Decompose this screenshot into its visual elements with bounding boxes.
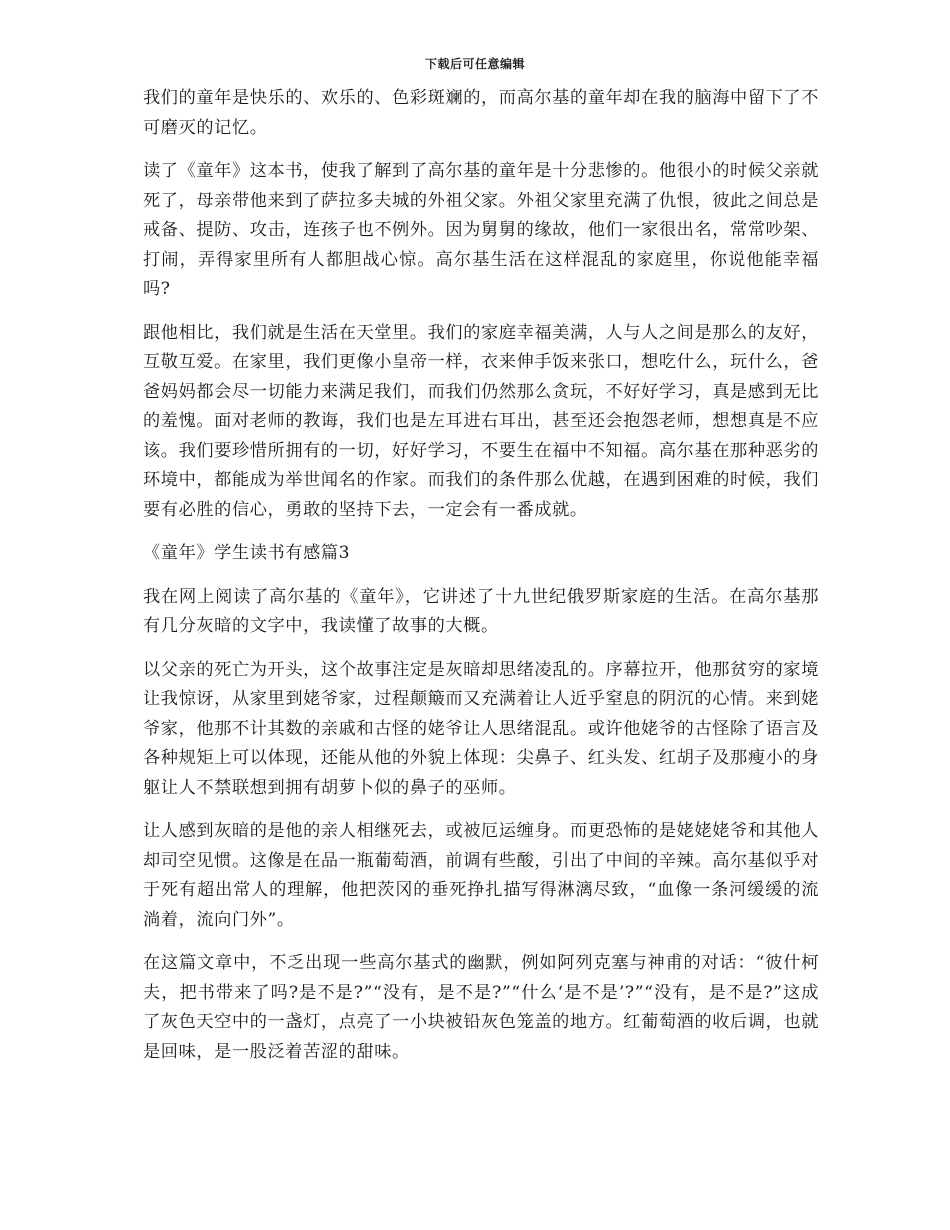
paragraph-humor: 在这篇文章中，不乏出现一些高尔基式的幽默，例如阿列克塞与神甫的对话：“彼什柯夫，把书带来了吗?是不是?”“没有，是不是?”“什么‘是不是’?”“没有，是不是?”这成了灰色天空中的一盏灯，点亮了一小块被铅灰色笼盖的地方。红葡萄酒的收后调，也就是回味，是一股泛着苦涩的甜味。 [143, 953, 819, 1062]
document-body [143, 84, 819, 1081]
paragraph-comparison: 跟他相比，我们就是生活在天堂里。我们的家庭幸福美满，人与人之间是那么的友好，互敬互爱。在家里，我们更像小皇帝一样，衣来伸手饭来张口，想吃什么，玩什么，爸爸妈妈都会尽一切能力来满足我们，而我们仍然那么贪玩，不好好学习，真是感到无比的羞愧。面对老师的教诲，我们也是左耳进右耳出，甚至还会抱怨老师，想想真是不应该。我们要珍惜所拥有的一切，好好学习，不要生在福中不知福。高尔基在那种恶劣的环境中，都能成为举世闻名的作家。而我们的条件那么优越，在遇到困难的时候，我们要有必胜的信心，勇敢的坚持下去，一定会有一番成就。 [143, 322, 819, 520]
paragraph-father-death: 以父亲的死亡为开头，这个故事注定是灰暗却思绪凌乱的。序幕拉开，他那贫穷的家境让我惊讶，从家里到姥爷家，过程颠簸而又充满着让人近乎窒息的阴沉的心情。来到姥爷家，他那不计其数的亲戚和古怪的姥爷让人思绪混乱。或许他姥爷的古怪除了语言及各种规矩上可以体现，还能从他的外貌上体现：尖鼻子、红头发、红胡子及那瘦小的身躯让人不禁联想到拥有胡萝卜似的鼻子的巫师。 [143, 659, 819, 798]
paragraph-gloom: 让人感到灰暗的是他的亲人相继死去，或被厄运缠身。而更恐怖的是姥姥姥爷和其他人却司空见惯。这像是在品一瓶葡萄酒，前调有些酸，引出了中间的辛辣。高尔基似乎对于死有超出常人的理解，他把茨冈的垂死挣扎描写得淋漓尽致，“血像一条河缓缓的流淌着，流向门外”。 [143, 821, 819, 930]
paragraph-childhood-summary: 读了《童年》这本书，使我了解到了高尔基的童年是十分悲惨的。他很小的时候父亲就死了，母亲带他来到了萨拉多夫城的外祖父家。外祖父家里充满了仇恨，彼此之间总是戒备、提防、攻击，连孩子也不例外。因为舅舅的缘故，他们一家很出名，常常吵架、打闹，弄得家里所有人都胆战心惊。高尔基生活在这样混乱的家庭里，你说他能幸福吗? [143, 161, 819, 299]
page-header: 下载后可任意编辑 [424, 57, 525, 71]
paragraph-reading: 我在网上阅读了高尔基的《童年》，它讲述了十九世纪俄罗斯家庭的生活。在高尔基那有几分灰暗的文字中，我读懂了故事的大概。 [143, 586, 819, 636]
paragraph-intro: 我们的童年是快乐的、欢乐的、色彩斑斓的，而高尔基的童年却在我的脑海中留下了不可磨灭的记忆。 [143, 88, 819, 138]
section-heading: 《童年》学生读书有感篇3 [143, 543, 351, 563]
